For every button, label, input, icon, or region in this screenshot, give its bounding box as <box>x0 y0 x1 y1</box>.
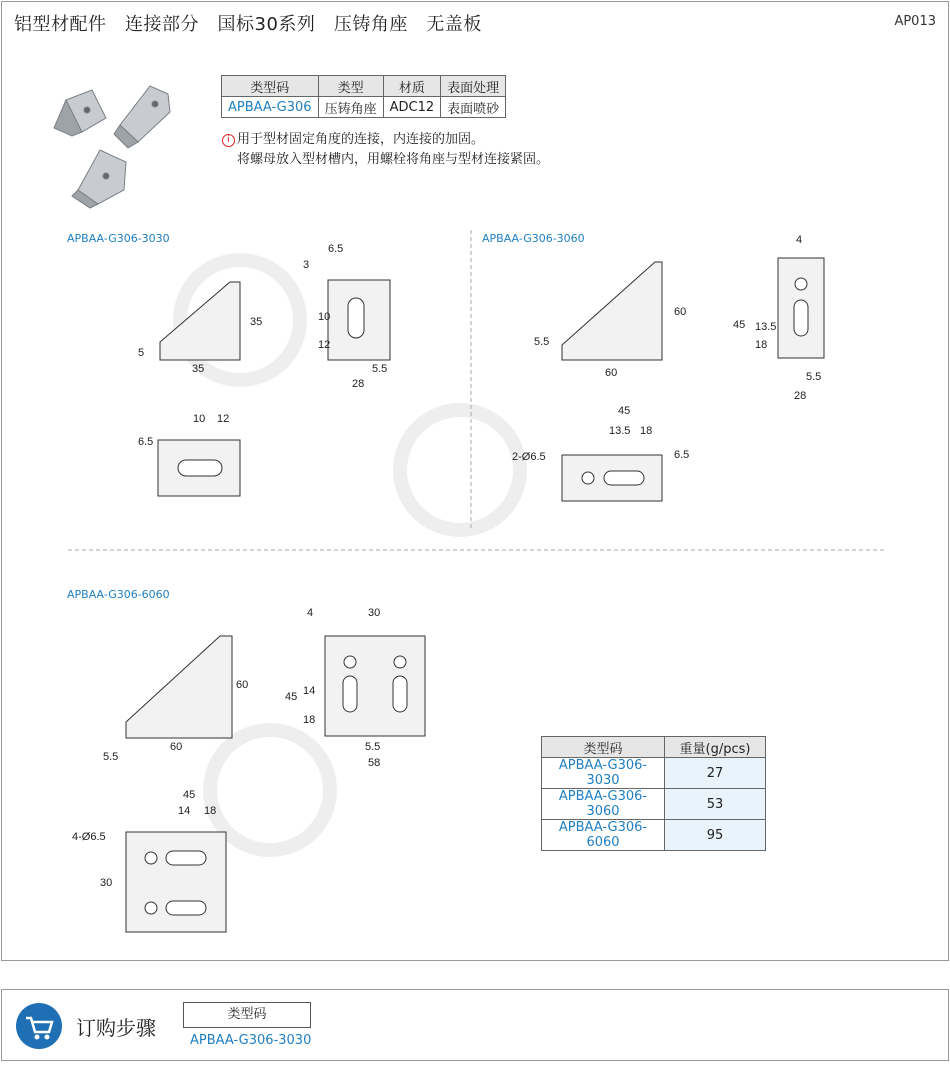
weight-row-value: 53 <box>665 789 766 820</box>
svg-text:45: 45 <box>183 789 196 801</box>
svg-text:30: 30 <box>100 877 113 889</box>
note-line: 将螺母放入型材槽内，用螺栓将角座与型材连接紧固。 <box>237 152 550 167</box>
svg-text:4: 4 <box>796 234 803 246</box>
svg-text:18: 18 <box>204 805 217 817</box>
svg-text:30: 30 <box>368 607 381 619</box>
svg-text:10: 10 <box>193 413 206 425</box>
svg-text:60: 60 <box>236 679 249 691</box>
spec-cell: 表面喷砂 <box>441 97 506 118</box>
svg-text:28: 28 <box>794 390 807 402</box>
model-label-3060: APBAA-G306-3060 <box>482 232 585 245</box>
svg-text:12: 12 <box>217 413 230 425</box>
svg-text:18: 18 <box>755 339 768 351</box>
svg-text:60: 60 <box>674 306 687 318</box>
svg-text:18: 18 <box>640 425 653 437</box>
svg-text:5.5: 5.5 <box>806 371 822 383</box>
drawing-6060-front <box>325 636 425 736</box>
drawing-3030-side <box>160 282 240 360</box>
weight-row-value: 27 <box>665 758 766 789</box>
svg-text:45: 45 <box>285 691 298 703</box>
svg-text:5.5: 5.5 <box>534 336 550 348</box>
svg-text:13.5: 13.5 <box>755 321 777 333</box>
svg-text:14: 14 <box>303 685 316 697</box>
weight-header: 重量(g/pcs) <box>665 737 766 758</box>
svg-text:13.5: 13.5 <box>609 425 631 437</box>
drawing-6060-side <box>126 636 232 738</box>
svg-text:58: 58 <box>368 757 381 769</box>
svg-text:5: 5 <box>138 347 145 359</box>
svg-text:4-Ø6.5: 4-Ø6.5 <box>72 831 106 843</box>
order-example: APBAA-G306-3030 <box>190 1033 312 1048</box>
model-label-3030: APBAA-G306-3030 <box>67 232 170 245</box>
weight-row-code: APBAA-G306-3060 <box>542 789 665 820</box>
info-icon: i <box>222 134 235 147</box>
svg-text:60: 60 <box>605 367 618 379</box>
order-title: 订购步骤 <box>76 1016 156 1040</box>
order-section <box>1 989 949 1061</box>
notes <box>222 130 549 170</box>
weight-row-value: 95 <box>665 820 766 851</box>
svg-text:45: 45 <box>618 405 631 417</box>
dims-3060 <box>512 234 821 463</box>
note-line: 用于型材固定角度的连接，内连接的加固。 <box>237 132 485 147</box>
svg-text:5.5: 5.5 <box>365 741 381 753</box>
weight-table <box>541 736 766 851</box>
svg-text:4: 4 <box>307 607 314 619</box>
order-type-code-box: 类型码 <box>183 1002 311 1028</box>
spec-header: 类型 <box>318 76 383 97</box>
svg-text:35: 35 <box>250 316 263 328</box>
svg-text:6.5: 6.5 <box>328 243 344 255</box>
spec-table <box>221 75 506 118</box>
model-label-6060: APBAA-G306-6060 <box>67 588 170 601</box>
drawing-6060-top <box>126 832 226 932</box>
svg-text:35: 35 <box>192 363 205 375</box>
svg-text:6.5: 6.5 <box>674 449 690 461</box>
svg-text:60: 60 <box>170 741 183 753</box>
svg-text:5.5: 5.5 <box>103 751 119 763</box>
spec-cell: 压铸角座 <box>318 97 383 118</box>
weight-header: 类型码 <box>542 737 665 758</box>
spec-header: 材质 <box>383 76 441 97</box>
product-photo <box>54 86 170 208</box>
svg-text:14: 14 <box>178 805 191 817</box>
svg-text:45: 45 <box>733 319 746 331</box>
weight-row-code: APBAA-G306-3030 <box>542 758 665 789</box>
svg-text:6.5: 6.5 <box>138 436 154 448</box>
page-title: 铝型材配件 连接部分 国标30系列 压铸角座 无盖板 <box>14 14 482 35</box>
page-code: AP013 <box>894 14 936 29</box>
svg-text:28: 28 <box>352 378 365 390</box>
svg-text:3: 3 <box>303 259 310 271</box>
weight-row-code: APBAA-G306-6060 <box>542 820 665 851</box>
spec-header: 表面处理 <box>441 76 506 97</box>
svg-text:18: 18 <box>303 714 316 726</box>
spec-header: 类型码 <box>222 76 319 97</box>
cart-icon <box>16 1003 62 1049</box>
svg-text:2-Ø6.5: 2-Ø6.5 <box>512 451 546 463</box>
svg-text:12: 12 <box>318 339 331 351</box>
svg-text:10: 10 <box>318 311 331 323</box>
drawing-3060-side <box>562 262 662 360</box>
spec-cell: APBAA-G306 <box>222 97 319 118</box>
svg-text:5.5: 5.5 <box>372 363 388 375</box>
spec-cell: ADC12 <box>383 97 441 118</box>
